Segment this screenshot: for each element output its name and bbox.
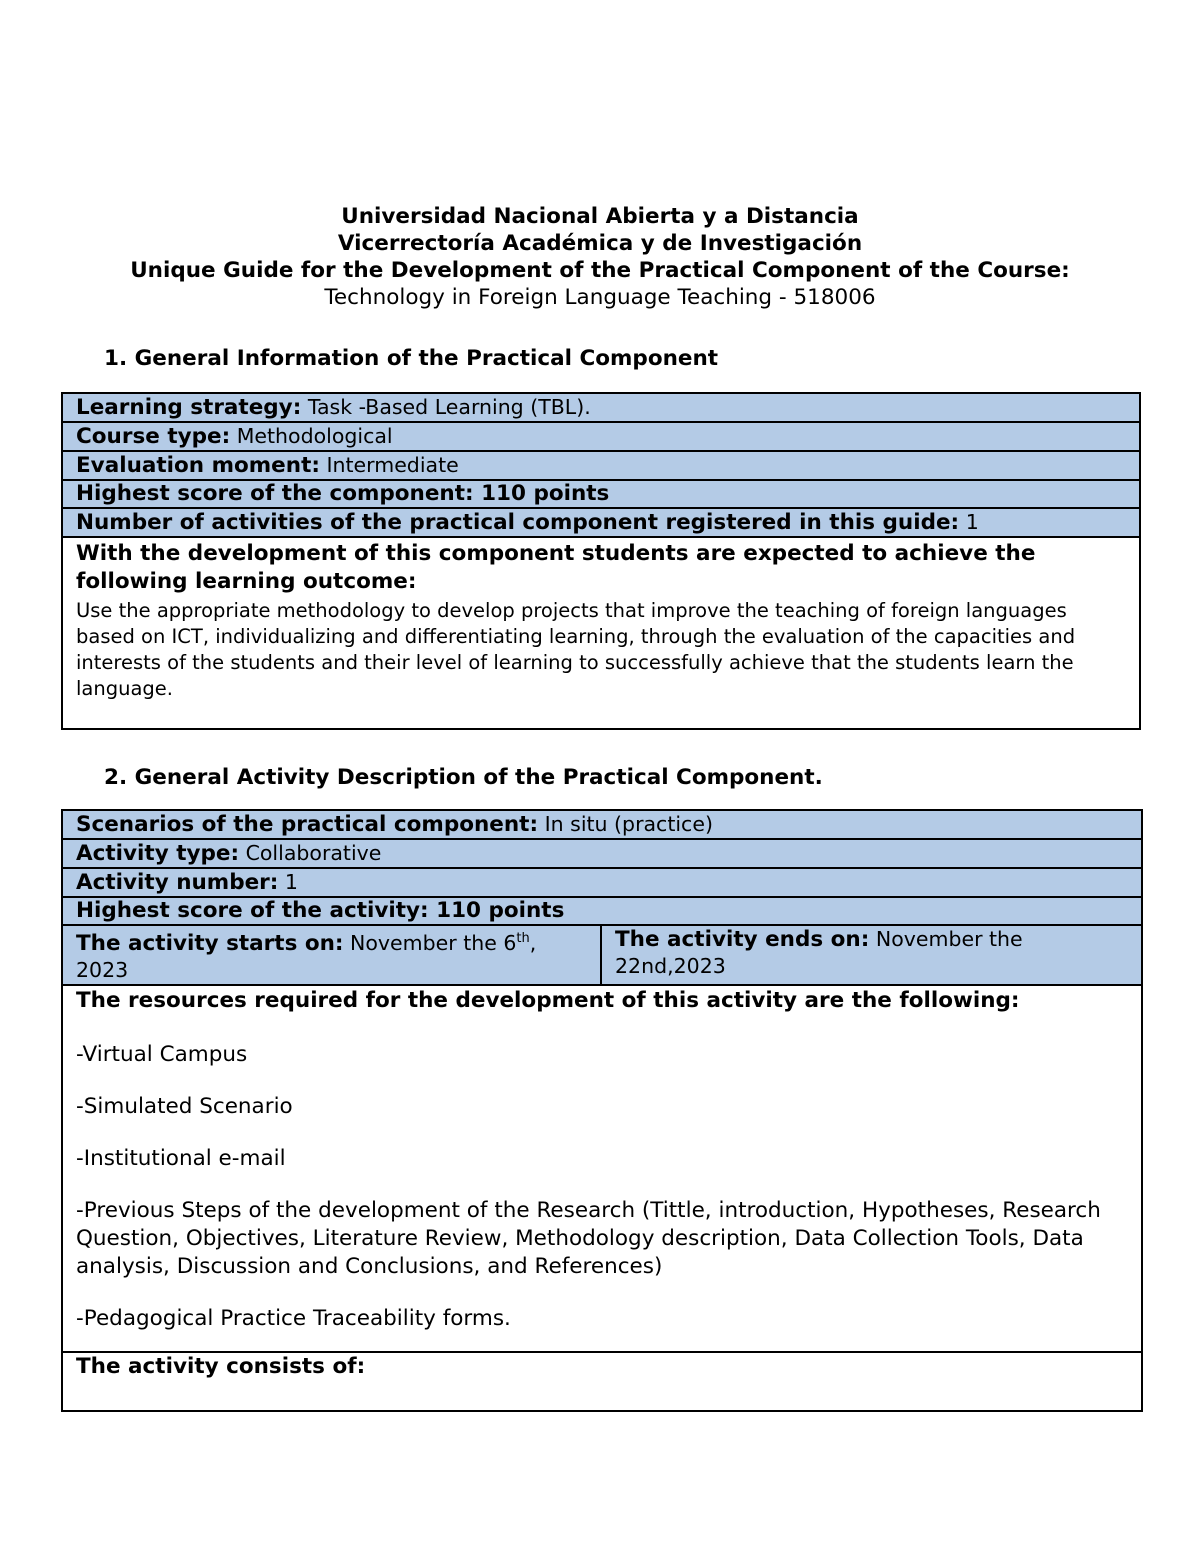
activity-consists-heading: The activity consists of: [76,1354,366,1380]
section-1-title: 1. General Information of the Practical Component [104,346,719,371]
guide-title: Unique Guide for the Development of the Practical Component of the Course: [130,258,1070,283]
activity-end-label: The activity ends on: [615,927,870,952]
table-row [62,839,1142,868]
list-item: -Previous Steps of the development of the Research (Tittle, introduction, Hypotheses, Research Question, Objectives, Literature Review, Methodology description, Data Collection Tools, Data analysis, Discussion and Conclusions, and References) [76,1198,1101,1280]
activity-start-year: , 2023 [76,931,537,983]
course-type-value: Methodological [230,424,393,448]
activity-end-cell [601,925,1142,985]
university-name: Universidad Nacional Abierta y a Distancia [341,204,859,229]
course-name: Technology in Foreign Language Teaching - 518006 [324,285,876,310]
table-row [62,451,1140,480]
activity-score-cell [62,897,1142,925]
activity-type-cell [62,839,1142,868]
learning-strategy-cell [62,393,1140,422]
activity-description-table [61,809,1143,1412]
table-row [62,925,1142,985]
table-row [62,868,1142,897]
table-row [62,508,1140,537]
scenarios-label: Scenarios of the practical component: [76,812,539,837]
learning-strategy-label: Learning strategy: [76,395,302,420]
learning-outcome-text: Use the appropriate methodology to develop projects that improve the teaching of foreign languages based on ICT, individualizing and differentiating learning, through the evaluation of the capacities and interests of the students and their level of learning to successfully achieve that the students learn the language. [76,599,1076,700]
table-row [62,480,1140,508]
scenarios-value: In situ (practice) [538,812,713,836]
activity-start-suffix: th [516,931,530,946]
activity-start-value: November the 6 [343,931,517,956]
table-row [62,393,1140,422]
num-activities-label: Number of activities of the practical component registered in this guide: [76,510,960,535]
component-highest-score: Highest score of the component: 110 points [76,481,610,506]
course-type-label: Course type: [76,424,231,449]
general-info-table [61,392,1141,730]
scenarios-cell [62,810,1142,839]
table-row [62,810,1142,839]
evaluation-moment-label: Evaluation moment: [76,453,320,478]
resources-cell [62,985,1142,1352]
list-item: -Pedagogical Practice Traceability forms. [76,1306,511,1332]
table-row [62,537,1140,729]
activity-number-label: Activity number: [76,870,279,895]
activity-start-cell [62,925,601,985]
table-row [62,985,1142,1352]
table-row [62,1352,1142,1411]
activity-end-value: November the 22nd,2023 [615,927,1023,978]
activity-number-cell [62,868,1142,897]
activity-start-label: The activity starts on: [76,931,344,957]
document-header [0,203,1200,311]
vice-rectory: Vicerrectoría Académica y de Investigación [337,231,863,256]
course-type-cell [62,422,1140,451]
resources-heading: The resources required for the development of this activity are the following: [76,988,1020,1014]
list-item: -Institutional e-mail [76,1146,286,1172]
list-item: -Virtual Campus [76,1042,248,1068]
learning-strategy-value: Task -Based Learning (TBL). [301,395,591,419]
activity-type-value: Collaborative [239,841,382,865]
num-activities-cell [62,508,1140,537]
evaluation-moment-cell [62,451,1140,480]
num-activities-value: 1 [959,510,979,534]
activity-type-label: Activity type: [76,841,240,866]
table-row [62,897,1142,925]
component-score-cell [62,480,1140,508]
activity-highest-score: Highest score of the activity: 110 points [76,898,565,923]
learning-outcome-heading: With the development of this component students are expected to achieve the following learning outcome: [76,541,1036,594]
section-2-title: 2. General Activity Description of the Practical Component. [104,765,823,790]
table-row [62,422,1140,451]
activity-number-value: 1 [278,870,298,894]
evaluation-moment-value: Intermediate [319,453,459,477]
learning-outcome-cell [62,537,1140,729]
activity-consists-cell [62,1352,1142,1411]
list-item: -Simulated Scenario [76,1094,293,1120]
